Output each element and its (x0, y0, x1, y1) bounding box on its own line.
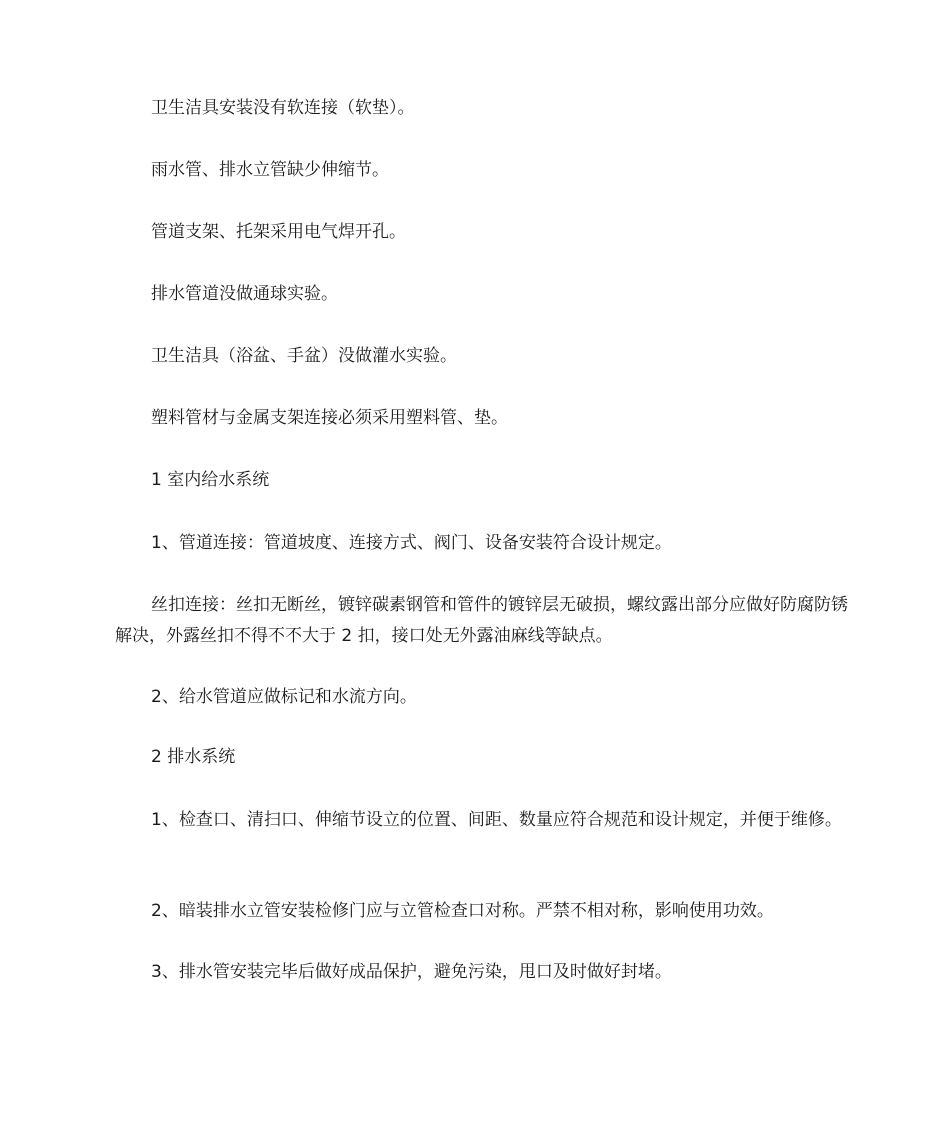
paragraph-threaded-connection: 丝扣连接：丝扣无断丝，镀锌碳素钢管和管件的镀锌层无破损，螺纹露出部分应做好防腐防锈解决，外露丝扣不得不不大于 2 扣，接口处无外露油麻线等缺点。 (115, 595, 848, 646)
paragraph-ball-test: 排水管道没做通球实验。 (151, 284, 338, 304)
paragraph-concealed-riser: 2、暗装排水立管安装检修门应与立管检查口对称。严禁不相对称，影响使用功效。 (151, 901, 774, 921)
paragraph-inspection-ports: 1、检查口、清扫口、伸缩节设立的位置、间距、数量应符合规范和设计规定，并便于维修。 (151, 810, 842, 830)
paragraph-bracket-welding: 管道支架、托架采用电气焊开孔。 (151, 222, 406, 242)
paragraph-water-fill-test: 卫生洁具（浴盆、手盆）没做灌水实验。 (151, 346, 457, 366)
paragraph-plastic-pipe-support: 塑料管材与金属支架连接必须采用塑料管、垫。 (151, 408, 508, 428)
paragraph-expansion-joint: 雨水管、排水立管缺少伸缩节。 (151, 160, 389, 180)
paragraph-pipe-connection: 1、管道连接：管道坡度、连接方式、阀门、设备安装符合设计规定。 (151, 533, 672, 553)
heading-drainage-system: 2 排水系统 (151, 747, 236, 767)
paragraph-sanitary-soft-connection: 卫生洁具安装没有软连接（软垫）。 (151, 98, 415, 118)
heading-indoor-water-supply: 1 室内给水系统 (151, 470, 270, 490)
paragraph-finished-protection: 3、排水管安装完毕后做好成品保护，避免污染，甩口及时做好封堵。 (151, 962, 672, 982)
paragraph-pipe-marking: 2、给水管道应做标记和水流方向。 (151, 687, 417, 707)
